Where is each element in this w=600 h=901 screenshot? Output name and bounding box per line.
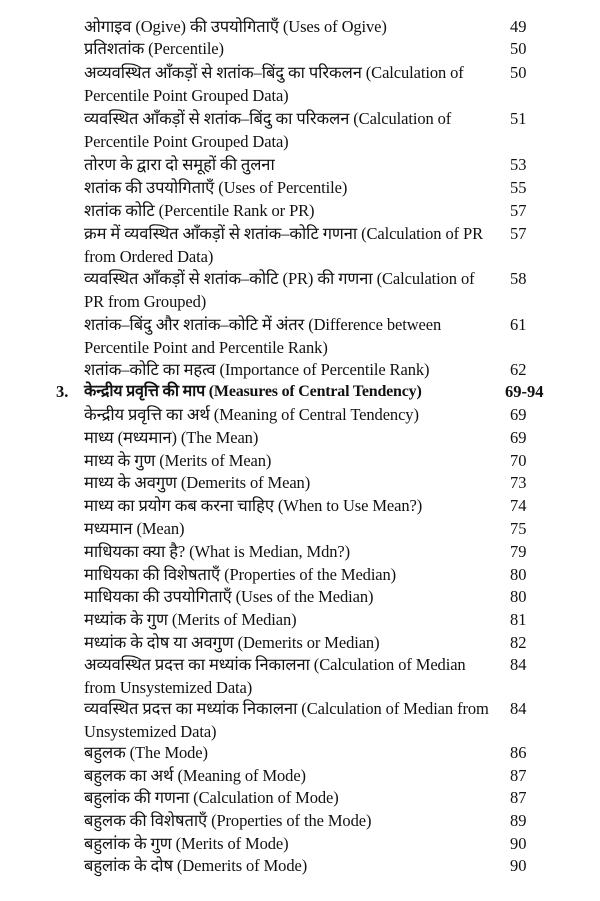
toc-entry-page: 70 — [510, 451, 527, 470]
toc-entry-title: व्यवस्थित प्रदत्त का मध्यांक निकालना (Calculation of Median from Unsystemized Data) — [84, 699, 489, 741]
toc-entry-page: 81 — [510, 610, 527, 629]
toc-entry-title: ओगाइव (Ogive) की उपयोगिताएँ (Uses of Ogive) — [84, 17, 387, 36]
toc-entry-page: 90 — [510, 856, 527, 875]
toc-entry-page: 90 — [510, 834, 527, 853]
chapter-number: 3. — [56, 382, 69, 401]
toc-entry-page: 69 — [510, 405, 527, 424]
toc-entry-page: 89 — [510, 811, 527, 830]
toc-entry-title: बहुलांक के दोष (Demerits of Mode) — [84, 856, 308, 875]
toc-entry-page: 69 — [510, 428, 527, 447]
toc-entry-title: माधियका की उपयोगिताएँ (Uses of the Median) — [84, 587, 374, 606]
toc-entry-page: 86 — [510, 743, 527, 762]
toc-entry-page: 84 — [510, 655, 527, 674]
toc-entry-title: माध्य के गुण (Merits of Mean) — [84, 451, 272, 470]
toc-chapter-pages: 69-94 — [505, 382, 544, 401]
toc-entry-page: 80 — [510, 587, 527, 606]
toc-entry-title: बहुलांक के गुण (Merits of Mode) — [84, 834, 289, 853]
toc-entry-title: बहुलक (The Mode) — [84, 743, 208, 762]
toc-entry-page: 57 — [510, 224, 527, 243]
toc-entry-title: मध्यमान (Mean) — [84, 519, 185, 538]
toc-entry-title: व्यवस्थित आँकड़ों से शतांक–बिंदु का परिकलन (Calculation of Percentile Point Grouped Data) — [84, 109, 452, 151]
toc-entry-title: तोरण के द्वारा दो समूहों की तुलना — [84, 155, 275, 174]
toc-entry-title: माध्य का प्रयोग कब करना चाहिए (When to Use Mean?) — [84, 496, 423, 515]
toc-entry-page: 87 — [510, 788, 527, 807]
toc-entry-page: 50 — [510, 63, 527, 82]
toc-entry-title: शतांक की उपयोगिताएँ (Uses of Percentile) — [84, 178, 348, 197]
toc-entry-page: 53 — [510, 155, 527, 174]
toc-entry-title: केन्द्रीय प्रवृत्ति का अर्थ (Meaning of Central Tendency) — [84, 405, 419, 424]
toc-entry-page: 82 — [510, 633, 527, 652]
toc-entry-page: 75 — [510, 519, 527, 538]
toc-entry-page: 50 — [510, 39, 527, 58]
toc-entry-title: बहुलक की विशेषताएँ (Properties of the Mode) — [84, 811, 372, 830]
toc-entry-title: मध्यांक के गुण (Merits of Median) — [84, 610, 297, 629]
toc-entry-page: 49 — [510, 17, 527, 36]
toc-entry-title: माधियका क्या है? (What is Median, Mdn?) — [84, 542, 351, 561]
toc-entry-page: 73 — [510, 473, 527, 492]
toc-entry-page: 84 — [510, 699, 527, 718]
toc-entry-page: 58 — [510, 269, 527, 288]
toc-entry-title: अव्यवस्थित आँकड़ों से शतांक–बिंदु का परिकलन (Calculation of Percentile Point Grouped Data) — [84, 63, 464, 105]
toc-entry-title: व्यवस्थित आँकड़ों से शतांक–कोटि (PR) की गणना (Calculation of PR from Grouped) — [84, 269, 475, 311]
toc-entry-page: 61 — [510, 315, 527, 334]
toc-entry-title: शतांक–बिंदु और शतांक–कोटि में अंतर (Difference between Percentile Point and Percentile Rank) — [84, 315, 442, 357]
toc-entry-title: प्रतिशतांक (Percentile) — [84, 39, 224, 58]
toc-entry-title: शतांक–कोटि का महत्व (Importance of Percentile Rank) — [84, 360, 430, 379]
toc-entry-title: मध्यांक के दोष या अवगुण (Demerits or Median) — [84, 633, 380, 652]
toc-entry-title: शतांक कोटि (Percentile Rank or PR) — [84, 201, 315, 220]
toc-entry-page: 62 — [510, 360, 527, 379]
toc-entry-page: 57 — [510, 201, 527, 220]
toc-entry-title: बहुलक का अर्थ (Meaning of Mode) — [84, 766, 306, 785]
toc-entry-page: 87 — [510, 766, 527, 785]
toc-entry-page: 80 — [510, 565, 527, 584]
toc-entry-title: माध्य (मध्यमान) (The Mean) — [84, 428, 259, 447]
toc-entry-page: 79 — [510, 542, 527, 561]
toc-entry-page: 51 — [510, 109, 527, 128]
toc-entry-title: क्रम में व्यवस्थित आँकड़ों से शतांक–कोटि गणना (Calculation of PR from Ordered Data) — [84, 224, 484, 266]
toc-entry-page: 55 — [510, 178, 527, 197]
toc-entry-page: 74 — [510, 496, 527, 515]
toc-entry-title: माधियका की विशेषताएँ (Properties of the Median) — [84, 565, 397, 584]
toc-entry-title: बहुलांक की गणना (Calculation of Mode) — [84, 788, 339, 807]
toc-entry-title: अव्यवस्थित प्रदत्त का मध्यांक निकालना (Calculation of Median from Unsystemized Data) — [84, 655, 466, 697]
toc-entry-title: माध्य के अवगुण (Demerits of Mean) — [84, 473, 311, 492]
toc-chapter-title: केन्द्रीय प्रवृत्ति की माप (Measures of Central Tendency) — [84, 383, 422, 400]
